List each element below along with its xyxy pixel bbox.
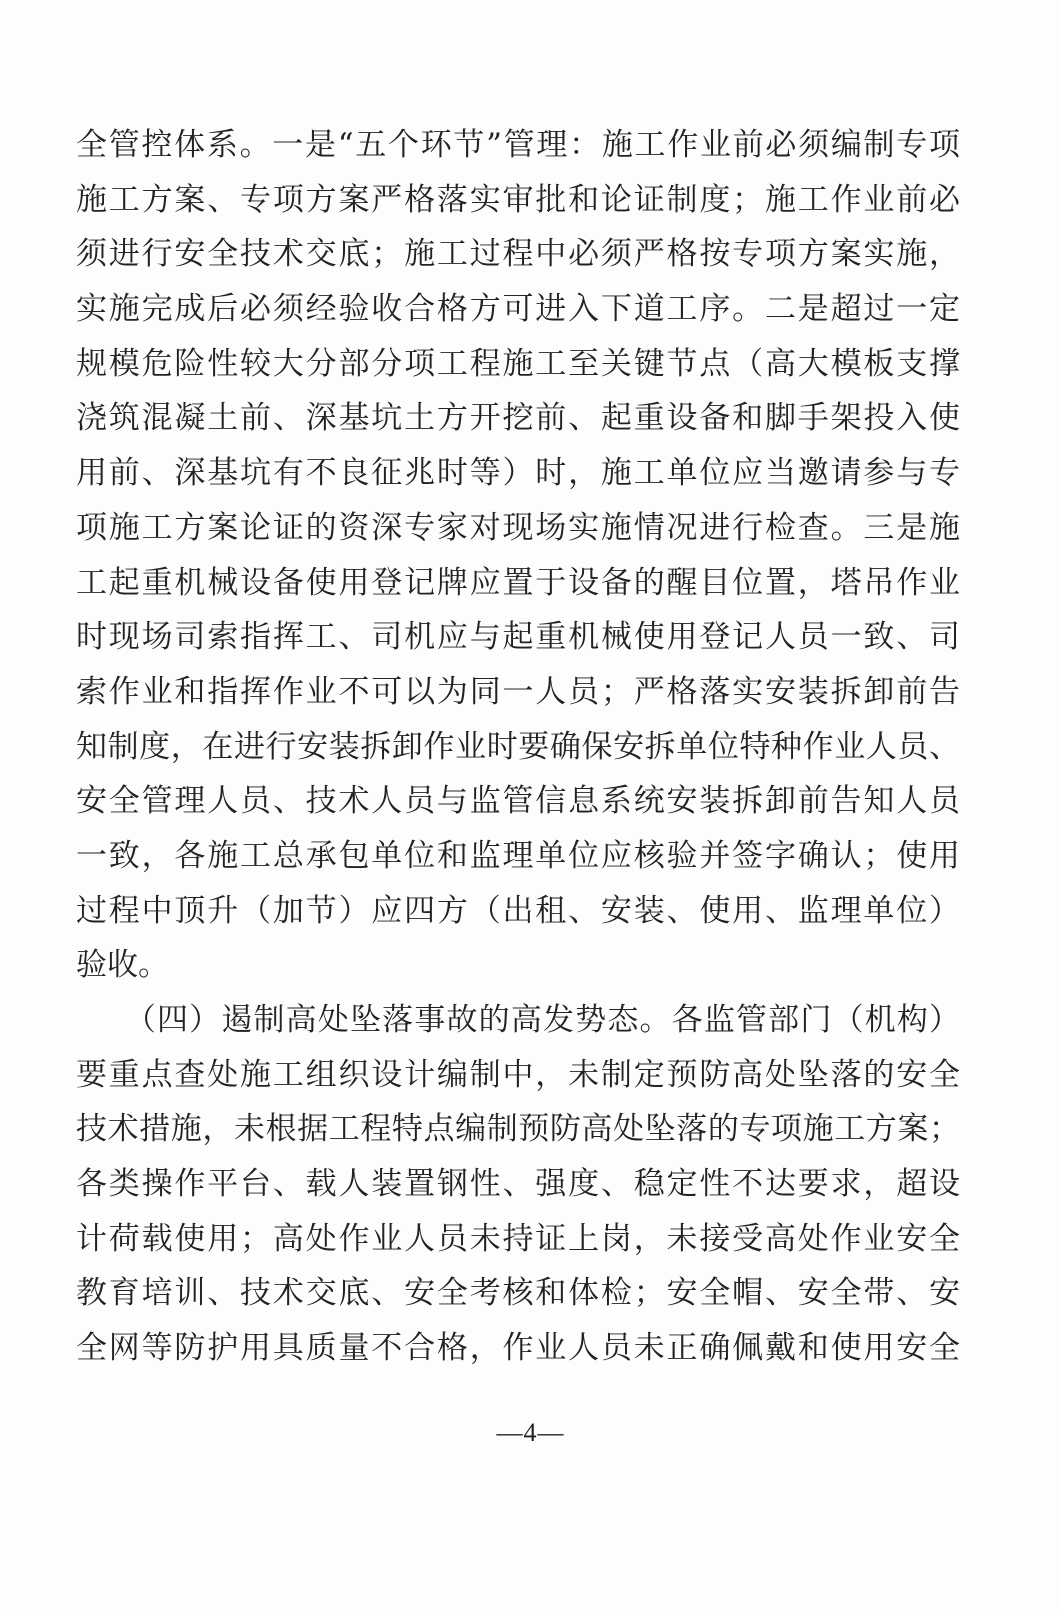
text-line: 验收。: [76, 947, 169, 984]
text-line: 工起重机械设备使用登记牌应置于设备的醒目位置，塔吊作业: [76, 564, 960, 601]
text-line: （四）遏制高处坠落事故的高发势态。各监管部门（机构）: [76, 1002, 960, 1038]
text-line: 要重点查处施工组织设计编制中，未制定预防高处坠落的安全: [76, 1056, 960, 1093]
text-line: 全网等防护用具质量不合格，作业人员未正确佩戴和使用安全: [76, 1330, 960, 1367]
text-line: 过程中顶升（加节）应四方（出租、安装、使用、监理单位）: [76, 892, 960, 929]
text-line: 一致，各施工总承包单位和监理单位应核验并签字确认；使用: [76, 837, 960, 874]
text-line: 教育培训、技术交底、安全考核和体检；安全帽、安全带、安: [76, 1275, 960, 1312]
text-line: 须进行安全技术交底；施工过程中必须严格按专项方案实施，: [76, 236, 960, 273]
text-line: 项施工方案论证的资深专家对现场实施情况进行检查。三是施: [76, 509, 960, 546]
body-text: [76, 118, 960, 1376]
text-line: 全管控体系。一是“五个环节”管理：施工作业前必须编制专项: [76, 127, 960, 163]
text-line: 实施完成后必须经验收合格方可进入下道工序。二是超过一定: [76, 291, 960, 328]
text-line: 施工方案、专项方案严格落实审批和论证制度；施工作业前必: [76, 181, 960, 218]
text-line: 安全管理人员、技术人员与监管信息系统安装拆卸前告知人员: [76, 783, 960, 820]
text-line: 规模危险性较大分部分项工程施工至关键节点（高大模板支撑: [76, 345, 960, 382]
page-number: —4—: [496, 1418, 565, 1447]
text-line: 用前、深基坑有不良征兆时等）时，施工单位应当邀请参与专: [76, 455, 960, 492]
text-line: 计荷载使用；高处作业人员未持证上岗，未接受高处作业安全: [76, 1220, 960, 1257]
text-line: 知制度，在进行安装拆卸作业时要确保安拆单位特种作业人员、: [76, 728, 960, 765]
text-line: 索作业和指挥作业不可以为同一人员；严格落实安装拆卸前告: [76, 673, 960, 710]
text-line: 浇筑混凝土前、深基坑土方开挖前、起重设备和脚手架投入使: [76, 400, 960, 437]
text-line: 时现场司索指挥工、司机应与起重机械使用登记人员一致、司: [76, 619, 960, 656]
text-line: 技术措施，未根据工程特点编制预防高处坠落的专项施工方案；: [76, 1111, 960, 1148]
text-line: 各类操作平台、载人装置钢性、强度、稳定性不达要求，超设: [76, 1166, 960, 1203]
